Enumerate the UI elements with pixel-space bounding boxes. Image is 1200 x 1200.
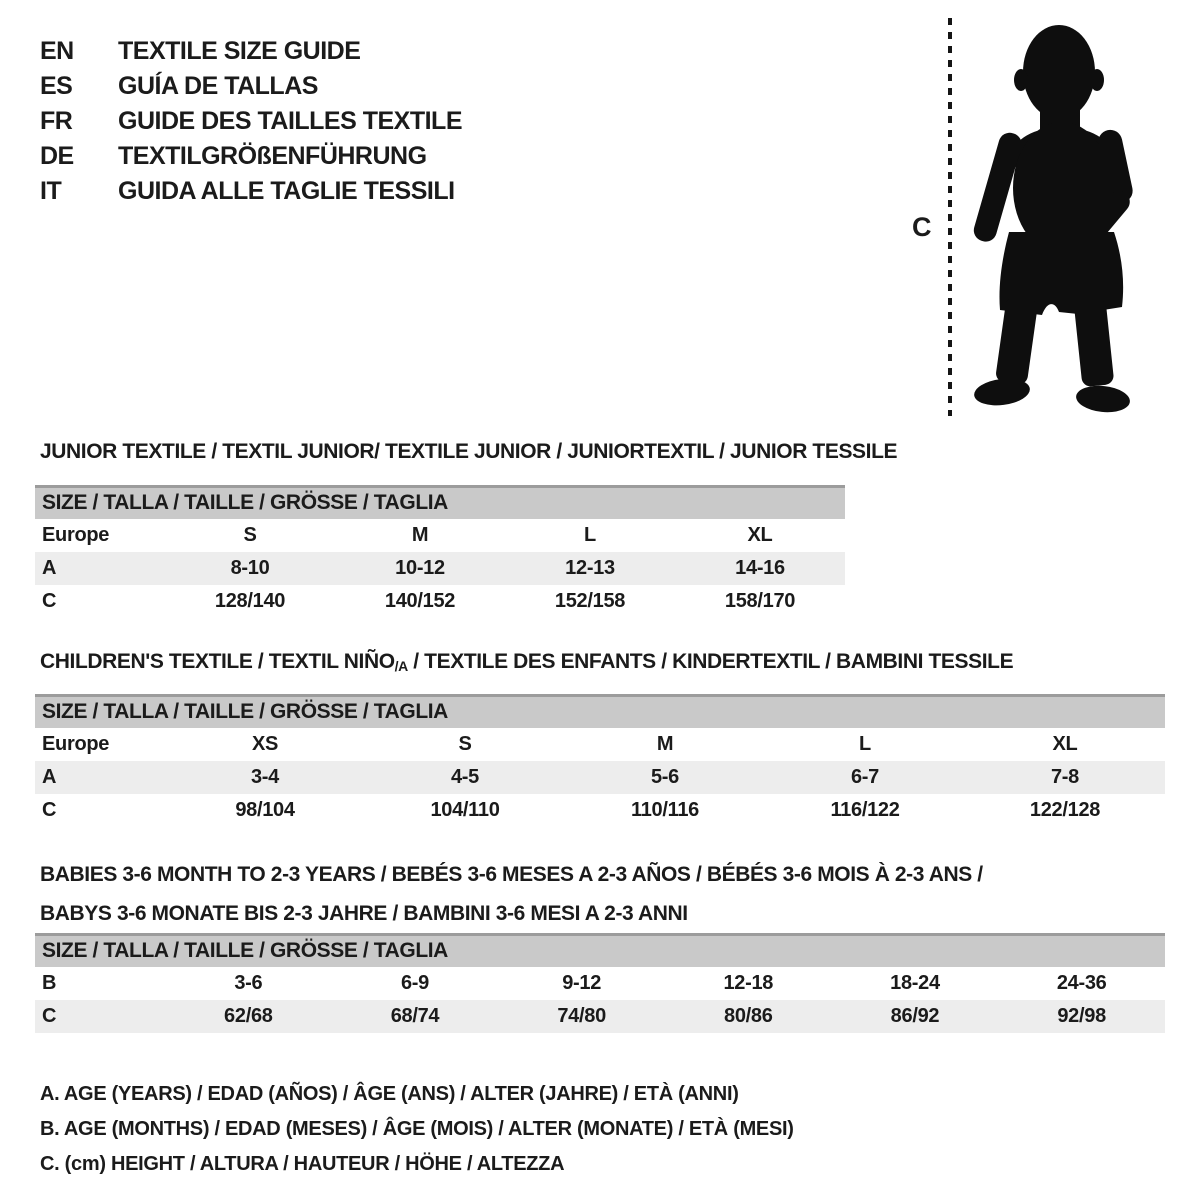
size-cell: 104/110 [430, 799, 500, 821]
junior-textile-section [35, 440, 898, 618]
height-measure-label: C [912, 212, 932, 242]
size-cell: 80/86 [724, 1005, 773, 1027]
row-label: A [42, 557, 57, 579]
size-cell: 92/98 [1057, 1005, 1106, 1027]
row-label: C [42, 1005, 57, 1027]
size-cell: 10-12 [395, 557, 445, 579]
legend-height-cm: C. (cm) HEIGHT / ALTURA / HAUTEUR / HÖHE / ALTEZZA [40, 1153, 565, 1175]
size-table-row [35, 1000, 1165, 1033]
measurement-legend [40, 1077, 1200, 1182]
size-cell: 4-5 [450, 766, 479, 788]
size-header-bar: SIZE / TALLA / TAILLE / GRÖSSE / TAGLIA [35, 485, 845, 519]
height-measure-dashed-line [948, 18, 952, 416]
size-header-bar: SIZE / TALLA / TAILLE / GRÖSSE / TAGLIA [35, 694, 1165, 728]
size-cell: 3-6 [234, 972, 263, 994]
guide-title-es: GUÍA DE TALLAS [118, 72, 318, 100]
children-size-table [35, 728, 1165, 827]
babies-size-table [35, 967, 1165, 1033]
row-label: B [42, 972, 57, 994]
size-table-row [35, 967, 1165, 1000]
size-cell: 24-36 [1056, 972, 1107, 994]
children-title-post: / TEXTILE DES ENFANTS / KINDERTEXTIL / BAMBINI TESSILE [407, 650, 1014, 673]
size-table-row [35, 761, 1165, 794]
children-title-sub: /A [394, 658, 408, 674]
row-label: Europe [42, 524, 110, 546]
junior-size-table [35, 519, 845, 618]
babies-section-title-line2: BABYS 3-6 MONATE BIS 2-3 JAHRE / BAMBINI 3-6 MESI A 2-3 ANNI [40, 902, 688, 925]
legend-age-years: A. AGE (YEARS) / EDAD (AÑOS) / ÂGE (ANS) / ALTER (JAHRE) / ETÀ (ANNI) [40, 1083, 739, 1105]
size-cell: 158/170 [724, 590, 796, 612]
toddler-silhouette-icon [970, 20, 1140, 420]
size-cell: 140/152 [384, 590, 456, 612]
babies-textile-section [35, 855, 1165, 1033]
size-cell: S [458, 733, 472, 755]
row-label: C [42, 590, 57, 612]
row-label: A [42, 766, 57, 788]
children-section-title [40, 650, 1165, 675]
size-cell: 62/68 [224, 1005, 273, 1027]
language-code: EN [40, 37, 74, 65]
size-cell: 122/128 [1029, 799, 1101, 821]
size-cell: XL [747, 524, 773, 546]
size-cell: S [243, 524, 257, 546]
size-cell: 68/74 [390, 1005, 440, 1027]
size-cell: M [411, 524, 429, 546]
size-cell: 128/140 [214, 590, 286, 612]
size-cell: 12-18 [723, 972, 774, 994]
language-code: DE [40, 142, 74, 170]
size-header-bar: SIZE / TALLA / TAILLE / GRÖSSE / TAGLIA [35, 933, 1165, 967]
size-cell: 6-7 [850, 766, 879, 788]
size-cell: L [584, 524, 596, 546]
size-cell: L [859, 733, 871, 755]
babies-section-title-line1: BABIES 3-6 MONTH TO 2-3 YEARS / BEBÉS 3-6 MESES A 2-3 AÑOS / BÉBÉS 3-6 MOIS À 2-3 ANS / [40, 863, 983, 886]
size-cell: XS [251, 733, 279, 755]
size-cell: 3-4 [250, 766, 279, 788]
size-table-row [35, 728, 1165, 761]
guide-title-it: GUIDA ALLE TAGLIE TESSILI [118, 177, 455, 205]
size-cell: 86/92 [890, 1005, 940, 1027]
guide-title-en: TEXTILE SIZE GUIDE [118, 37, 361, 65]
children-title-pre: CHILDREN'S TEXTILE / TEXTIL NIÑO [40, 650, 395, 673]
size-table-row [35, 794, 1165, 827]
size-cell: 5-6 [650, 766, 679, 788]
size-cell: 98/104 [235, 799, 295, 821]
size-table-row [35, 519, 845, 552]
row-label: Europe [42, 733, 110, 755]
guide-title-fr: GUIDE DES TAILLES TEXTILE [118, 107, 463, 135]
size-cell: 18-24 [890, 972, 940, 994]
size-cell: M [656, 733, 674, 755]
size-cell: 8-10 [230, 557, 270, 579]
size-table-row [35, 585, 845, 618]
legend-age-months: B. AGE (MONTHS) / EDAD (MESES) / ÂGE (MOIS) / ALTER (MONATE) / ETÀ (MESI) [40, 1118, 794, 1140]
size-cell: 9-12 [562, 972, 602, 994]
junior-section-title: JUNIOR TEXTILE / TEXTIL JUNIOR/ TEXTILE JUNIOR / JUNIORTEXTIL / JUNIOR TESSILE [40, 440, 898, 463]
size-cell: 7-8 [1050, 766, 1079, 788]
language-code: ES [40, 72, 73, 100]
size-cell: 6-9 [400, 972, 429, 994]
size-table-row [35, 552, 845, 585]
size-cell: 12-13 [565, 557, 615, 579]
size-cell: 152/158 [554, 590, 626, 612]
size-cell: 14-16 [735, 557, 785, 579]
size-cell: 116/122 [830, 799, 900, 821]
size-cell: 74/80 [557, 1005, 606, 1027]
children-textile-section [35, 650, 1165, 827]
row-label: C [42, 799, 57, 821]
language-code: IT [40, 177, 62, 205]
guide-title-de: TEXTILGRÖßENFÜHRUNG [118, 142, 427, 170]
language-code: FR [40, 107, 73, 135]
size-cell: 110/116 [631, 799, 699, 821]
size-cell: XL [1052, 733, 1078, 755]
